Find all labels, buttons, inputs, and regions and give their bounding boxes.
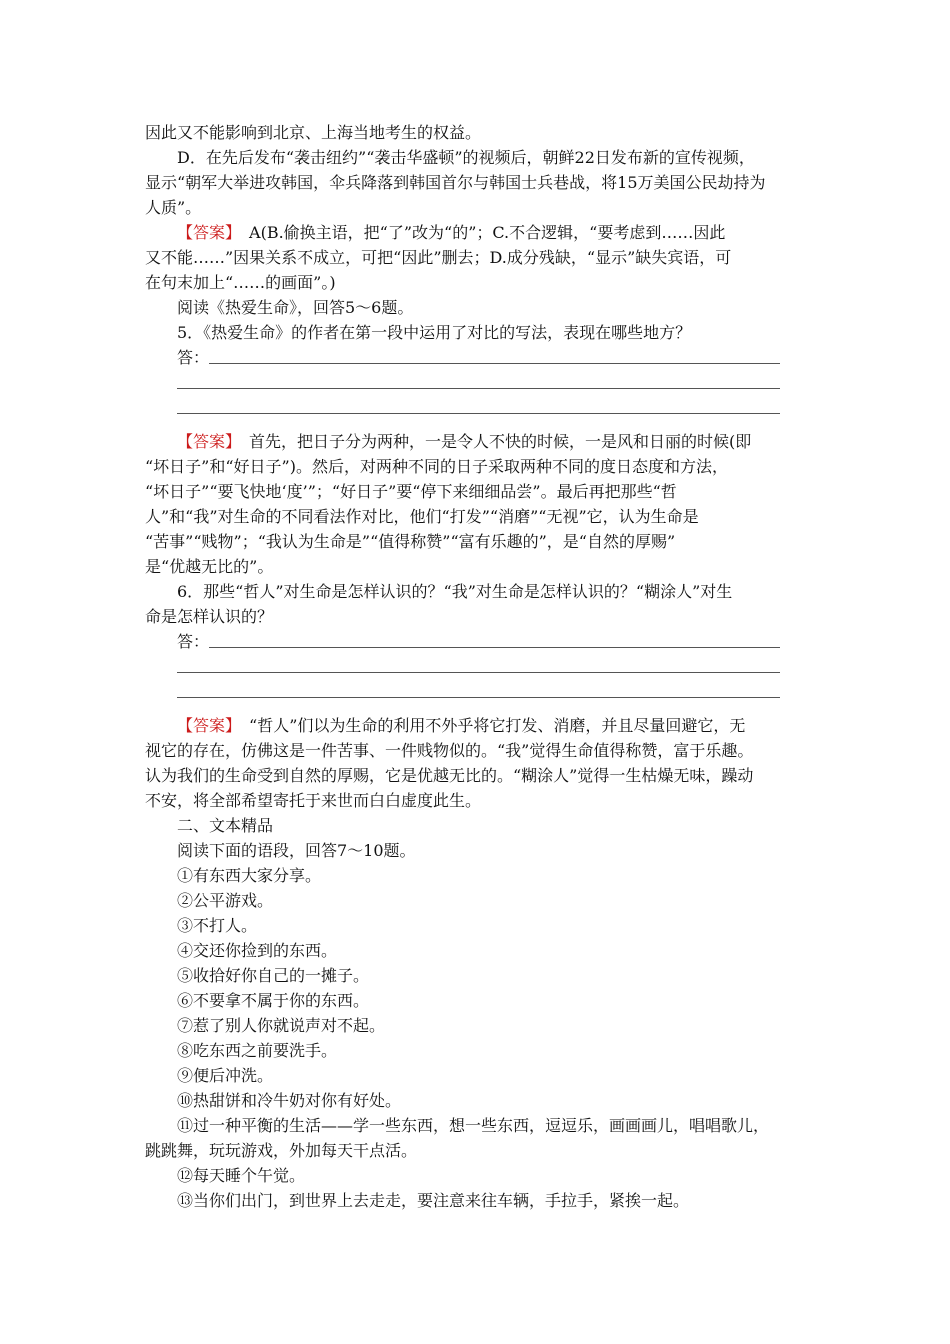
answer-5-line-3: “坏日子”“要飞快地‘度’”；“好日子”要“停下来细细品尝”。最后再把那些“哲 xyxy=(145,482,677,501)
list-item: ⑥不要拿不属于你的东西。 xyxy=(177,991,370,1010)
answer-6-text: “哲人”们以为生命的利用不外乎将它打发、消磨，并且尽量回避它，无 xyxy=(233,716,746,735)
question-5: 5．《热爱生命》的作者在第一段中运用了对比的写法，表现在哪些地方？ xyxy=(177,323,692,342)
answer-5-line-4: 人”和“我”对生命的不同看法作对比，他们“打发”“消磨”“无视”它，认为生命是 xyxy=(145,507,699,526)
list-item: ②公平游戏。 xyxy=(177,891,274,910)
option-c-tail: 因此又不能影响到北京、上海当地考生的权益。 xyxy=(145,123,482,142)
answer-label: 答： xyxy=(177,348,210,367)
list-item: ③不打人。 xyxy=(177,916,258,935)
document-page xyxy=(145,120,810,1213)
list-item-11-line-1: ⑪过一种平衡的生活——学一些东西，想一些东西，逗逗乐，画画画儿，唱唱歌儿， xyxy=(177,1116,770,1135)
answer-tag: 【答案】 xyxy=(177,223,234,242)
answer-rule xyxy=(177,697,780,698)
answer-rule xyxy=(209,647,780,648)
answer-5-text: 首先，把日子分为两种，一是令人不快的时候，一是风和日丽的时候(即 xyxy=(233,432,752,451)
option-d-line-1: D．在先后发布“袭击纽约”“袭击华盛顿”的视频后，朝鲜22日发布新的宣传视频， xyxy=(177,148,755,167)
answer-5-line-6: 是“优越无比的”。 xyxy=(145,557,274,576)
answer-1-line-1 xyxy=(145,220,810,245)
answer-5-line-1 xyxy=(145,429,810,454)
list-item: ⑤收拾好你自己的一摊子。 xyxy=(177,966,370,985)
list-item: ⑨便后冲洗。 xyxy=(177,1066,274,1085)
answer-6-blank-3[interactable] xyxy=(145,679,810,704)
answer-5-blank-3[interactable] xyxy=(145,395,810,420)
answer-6-blank-2[interactable] xyxy=(145,654,810,679)
answer-rule xyxy=(209,363,780,364)
answer-tag: 【答案】 xyxy=(177,432,234,451)
answer-rule xyxy=(177,413,780,414)
answer-1-text: A(B.偷换主语，把“了”改为“的”；C.不合逻辑，“要考虑到……因此 xyxy=(233,223,726,242)
list-item: ⑩热甜饼和冷牛奶对你有好处。 xyxy=(177,1091,402,1110)
answer-6-line-1 xyxy=(145,713,810,738)
answer-rule xyxy=(177,388,780,389)
answer-5-line-5: “苦事”“贱物”；“我认为生命是”“值得称赞”“富有乐趣的”，是“自然的厚赐” xyxy=(145,532,676,551)
answer-tag: 【答案】 xyxy=(177,716,234,735)
question-6-line-2: 命是怎样认识的？ xyxy=(145,607,274,626)
list-item-13: ⑬当你们出门，到世界上去走走，要注意来往车辆，手拉手，紧挨一起。 xyxy=(177,1191,690,1210)
answer-5-line-2: “坏日子”和“好日子”)。然后，对两种不同的日子采取两种不同的度日态度和方法， xyxy=(145,457,728,476)
list-item-12: ⑫每天睡个午觉。 xyxy=(177,1166,306,1185)
section-heading-2: 二、文本精品 xyxy=(177,816,274,835)
answer-6-line-4: 不安，将全部希望寄托于来世而白白虚度此生。 xyxy=(145,791,482,810)
answer-5-blank-1[interactable] xyxy=(145,345,810,370)
answer-1-line-3: 在句末加上“……的画面”。) xyxy=(145,273,336,292)
list-item-11-line-2: 跳跳舞，玩玩游戏，外加每天干点活。 xyxy=(145,1141,418,1160)
list-item: ①有东西大家分享。 xyxy=(177,866,322,885)
answer-label: 答： xyxy=(177,632,210,651)
option-d-line-2: 显示“朝军大举进攻韩国，伞兵降落到韩国首尔与韩国士兵巷战，将15万美国公民劫持为 xyxy=(145,173,766,192)
option-d-line-3: 人质”。 xyxy=(145,198,202,217)
answer-6-line-3: 认为我们的生命受到自然的厚赐，它是优越无比的。“糊涂人”觉得一生枯燥无味，躁动 xyxy=(145,766,754,785)
list-item: ④交还你捡到的东西。 xyxy=(177,941,338,960)
answer-6-line-2: 视它的存在，仿佛这是一件苦事、一件贱物似的。“我”觉得生命值得称赞，富于乐趣。 xyxy=(145,741,754,760)
answer-5-blank-2[interactable] xyxy=(145,370,810,395)
question-6-line-1: 6．那些“哲人”对生命是怎样认识的？“我”对生命是怎样认识的？“糊涂人”对生 xyxy=(177,582,733,601)
answer-1-line-2: 又不能……”因果关系不成立，可把“因此”删去；D.成分残缺，“显示”缺失宾语，可 xyxy=(145,248,732,267)
answer-6-blank-1[interactable] xyxy=(145,629,810,654)
reading-intro: 阅读《热爱生命》，回答5～6题。 xyxy=(177,298,414,317)
list-item: ⑧吃东西之前要洗手。 xyxy=(177,1041,338,1060)
list-item: ⑦惹了别人你就说声对不起。 xyxy=(177,1016,386,1035)
reading-intro-2: 阅读下面的语段，回答7～10题。 xyxy=(177,841,416,860)
answer-rule xyxy=(177,672,780,673)
